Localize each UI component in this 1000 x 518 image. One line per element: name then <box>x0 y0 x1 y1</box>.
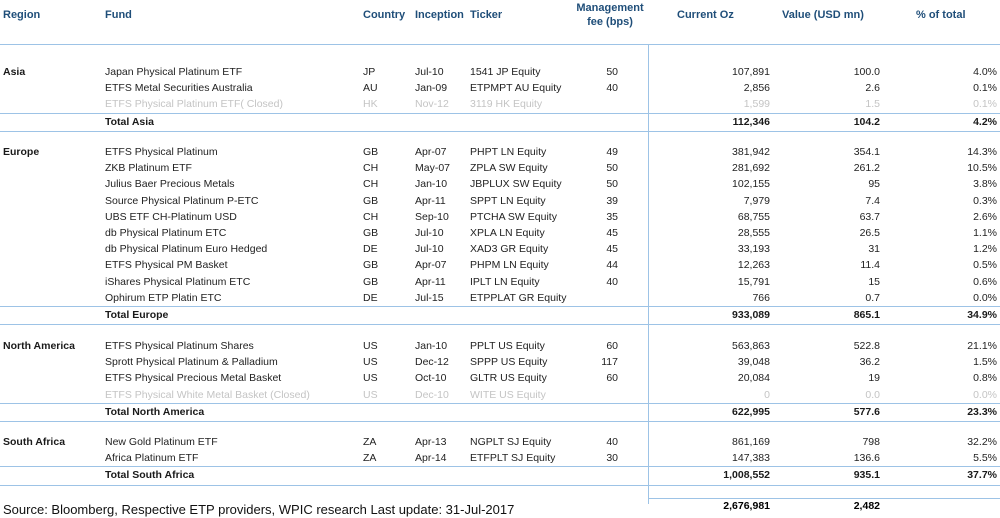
header-fund: Fund <box>105 9 132 21</box>
cell-country: ZA <box>363 436 377 448</box>
cell-pct: 0.8% <box>973 372 997 385</box>
cell-country: HK <box>363 98 378 111</box>
cell-inception: Jan-10 <box>415 178 448 191</box>
cell-ticker: NGPLT SJ Equity <box>470 436 552 448</box>
cell-oz: 563,863 <box>732 340 770 352</box>
total-label: Total Europe <box>105 309 169 321</box>
cell-fund: New Gold Platinum ETF <box>105 436 218 448</box>
cell-fee: 35 <box>606 210 618 223</box>
cell-pct: 1.5% <box>973 356 997 369</box>
cell-value: 522.8 <box>853 340 880 352</box>
cell-country: US <box>363 372 378 385</box>
cell-fee: 40 <box>606 436 618 448</box>
total-oz: 622,995 <box>732 405 770 418</box>
cell-value: 1.5 <box>865 98 880 111</box>
header-fee-line1: Management <box>576 2 644 14</box>
grand-total-value: 2,482 <box>853 500 880 512</box>
cell-fee: 50 <box>606 178 618 191</box>
cell-country: CH <box>363 178 379 191</box>
cell-fund: ETFS Physical PM Basket <box>105 259 228 272</box>
cell-fund: Julius Baer Precious Metals <box>105 178 235 191</box>
cell-pct: 0.1% <box>973 82 997 95</box>
cell-pct: 10.5% <box>967 162 997 175</box>
cell-country: DE <box>363 291 378 304</box>
cell-ticker: ZPLA SW Equity <box>470 162 548 175</box>
cell-inception: Apr-11 <box>415 194 446 207</box>
cell-pct: 21.1% <box>967 340 997 352</box>
cell-oz: 766 <box>752 291 770 304</box>
cell-pct: 4.0% <box>973 66 997 78</box>
cell-fee: 50 <box>606 162 618 175</box>
cell-pct: 0.5% <box>973 259 997 272</box>
cell-ticker: SPPT LN Equity <box>470 194 546 207</box>
fund-row <box>0 370 1000 386</box>
fund-row <box>0 450 1000 466</box>
fund-row <box>0 338 1000 354</box>
cell-inception: Apr-07 <box>415 259 447 272</box>
cell-value: 26.5 <box>859 227 880 239</box>
total-oz: 933,089 <box>732 309 770 321</box>
cell-value: 7.4 <box>865 194 880 207</box>
cell-fee: 117 <box>601 356 618 369</box>
cell-fund: Ophirum ETP Platin ETC <box>105 291 222 304</box>
cell-value: 36.2 <box>859 356 880 369</box>
cell-ticker: PHPT LN Equity <box>470 146 547 158</box>
cell-ticker: PTCHA SW Equity <box>470 210 557 223</box>
cell-pct: 0.3% <box>973 194 997 207</box>
cell-fund: ETFS Physical Platinum <box>105 146 218 158</box>
cell-fee: 60 <box>606 372 618 385</box>
region-label: South Africa <box>3 436 66 448</box>
cell-ticker: PHPM LN Equity <box>470 259 549 272</box>
fund-row <box>0 209 1000 225</box>
fund-row <box>0 193 1000 209</box>
cell-fund: ETFS Physical Platinum Shares <box>105 340 254 352</box>
region-label: Europe <box>3 146 40 158</box>
region-label: North America <box>3 340 75 352</box>
cell-oz: 20,084 <box>737 372 770 385</box>
cell-value: 100.0 <box>853 66 880 78</box>
total-row <box>0 466 1000 483</box>
cell-oz: 2,856 <box>743 82 770 95</box>
cell-ticker: WITE US Equity <box>470 388 546 401</box>
cell-fund: ZKB Platinum ETF <box>105 162 192 175</box>
cell-fund: Japan Physical Platinum ETF <box>105 66 243 78</box>
cell-country: US <box>363 356 378 369</box>
total-oz: 112,346 <box>732 115 770 128</box>
cell-fund: iShares Physical Platinum ETC <box>105 275 251 288</box>
cell-pct: 2.6% <box>973 210 997 223</box>
fund-row <box>0 96 1000 112</box>
total-oz: 1,008,552 <box>723 469 770 482</box>
fund-row <box>0 176 1000 192</box>
total-pct: 34.9% <box>967 309 997 321</box>
cell-value: 798 <box>862 436 880 448</box>
fund-row <box>0 225 1000 241</box>
cell-inception: Nov-12 <box>415 98 449 111</box>
cell-value: 354.1 <box>853 146 880 158</box>
cell-country: CH <box>363 162 379 175</box>
cell-fund: ETFS Metal Securities Australia <box>105 82 253 95</box>
cell-value: 0.0 <box>865 388 880 401</box>
cell-oz: 12,263 <box>737 259 770 272</box>
cell-fee: 44 <box>606 259 618 272</box>
header-inception: Inception <box>415 9 464 21</box>
total-label: Total Asia <box>105 115 155 128</box>
cell-oz: 15,791 <box>737 275 770 288</box>
total-value: 577.6 <box>853 405 880 418</box>
cell-country: US <box>363 388 378 401</box>
cell-pct: 1.1% <box>973 227 997 239</box>
cell-inception: Dec-12 <box>415 356 449 369</box>
cell-value: 2.6 <box>865 82 880 95</box>
total-label: Total North America <box>105 405 205 418</box>
cell-inception: Apr-14 <box>415 452 447 465</box>
cell-oz: 68,755 <box>737 210 770 223</box>
cell-country: GB <box>363 194 379 207</box>
cell-fee: 39 <box>606 194 618 207</box>
cell-ticker: ETFPLT SJ Equity <box>470 452 556 465</box>
cell-ticker: JBPLUX SW Equity <box>470 178 562 191</box>
cell-fee: 45 <box>606 227 618 239</box>
cell-inception: Apr-13 <box>415 436 447 448</box>
cell-fund: ETFS Physical Platinum ETF( Closed) <box>105 98 283 111</box>
fund-row <box>0 354 1000 370</box>
cell-pct: 0.6% <box>973 275 997 288</box>
cell-oz: 0 <box>764 388 770 401</box>
total-label: Total South Africa <box>105 469 195 482</box>
fund-row <box>0 80 1000 96</box>
cell-oz: 33,193 <box>737 243 770 256</box>
cell-fund: UBS ETF CH-Platinum USD <box>105 210 237 223</box>
cell-ticker: ETPMPT AU Equity <box>470 82 562 95</box>
cell-fee: 30 <box>606 452 618 465</box>
cell-country: GB <box>363 146 379 158</box>
cell-ticker: ETPPLAT GR Equity <box>470 291 567 304</box>
cell-ticker: 3119 HK Equity <box>470 98 543 111</box>
cell-inception: Apr-07 <box>415 146 447 158</box>
header-ticker: Ticker <box>470 9 503 21</box>
cell-ticker: GLTR US Equity <box>470 372 547 385</box>
fund-row <box>0 257 1000 273</box>
total-value: 104.2 <box>853 115 880 128</box>
fund-row <box>0 241 1000 257</box>
cell-country: US <box>363 340 378 352</box>
cell-inception: Jul-15 <box>415 291 444 304</box>
cell-fee: 60 <box>606 340 618 352</box>
grand-total-rule <box>648 498 1000 499</box>
cell-oz: 1,599 <box>743 98 770 111</box>
total-value: 865.1 <box>853 309 880 321</box>
cell-fee: 49 <box>606 146 618 158</box>
cell-pct: 5.5% <box>973 452 997 465</box>
cell-value: 136.6 <box>853 452 880 465</box>
total-row <box>0 113 1000 130</box>
cell-oz: 28,555 <box>737 227 770 239</box>
cell-value: 261.2 <box>853 162 880 175</box>
cell-fund: db Physical Platinum ETC <box>105 227 227 239</box>
header-rule <box>0 44 1000 45</box>
cell-pct: 1.2% <box>973 243 997 256</box>
cell-ticker: PPLT US Equity <box>470 340 545 352</box>
total-row <box>0 403 1000 420</box>
cell-oz: 147,383 <box>732 452 770 465</box>
cell-value: 15 <box>868 275 880 288</box>
cell-inception: May-07 <box>415 162 451 175</box>
cell-inception: Apr-11 <box>415 275 446 288</box>
header-region: Region <box>3 9 41 21</box>
cell-value: 0.7 <box>865 291 880 304</box>
cell-oz: 7,979 <box>743 194 770 207</box>
cell-inception: Dec-10 <box>415 388 449 401</box>
header-fee-line2: fee (bps) <box>587 16 633 28</box>
region-label: Asia <box>3 66 26 78</box>
cell-value: 11.4 <box>860 259 880 272</box>
cell-ticker: SPPP US Equity <box>470 356 548 369</box>
cell-country: CH <box>363 210 379 223</box>
cell-oz: 39,048 <box>737 356 770 369</box>
cell-fund: ETFS Physical White Metal Basket (Closed) <box>105 388 310 401</box>
cell-oz: 107,891 <box>732 66 770 78</box>
cell-fund: Sprott Physical Platinum & Palladium <box>105 356 278 369</box>
fund-row <box>0 290 1000 306</box>
cell-country: GB <box>363 259 379 272</box>
cell-pct: 14.3% <box>967 146 997 158</box>
cell-pct: 0.1% <box>973 98 997 111</box>
cell-ticker: 1541 JP Equity <box>470 66 541 78</box>
cell-fee: 50 <box>606 66 618 78</box>
cell-pct: 32.2% <box>967 436 997 448</box>
cell-oz: 102,155 <box>732 178 770 191</box>
cell-inception: Jul-10 <box>415 227 444 239</box>
source-footnote: Source: Bloomberg, Respective ETP providers, WPIC research Last update: 31-Jul-2017 <box>3 502 515 517</box>
total-pct: 4.2% <box>973 115 997 128</box>
cell-country: DE <box>363 243 378 256</box>
cell-value: 95 <box>868 178 880 191</box>
cell-fund: Source Physical Platinum P-ETC <box>105 194 259 207</box>
cell-ticker: IPLT LN Equity <box>470 275 540 288</box>
cell-fund: Africa Platinum ETF <box>105 452 199 465</box>
grand-total-oz: 2,676,981 <box>723 500 770 512</box>
cell-inception: Oct-10 <box>415 372 447 385</box>
total-row <box>0 306 1000 323</box>
cell-oz: 281,692 <box>732 162 770 175</box>
cell-inception: Jul-10 <box>415 66 444 78</box>
cell-fund: ETFS Physical Precious Metal Basket <box>105 372 282 385</box>
fund-row <box>0 64 1000 80</box>
cell-value: 63.7 <box>859 210 880 223</box>
cell-country: GB <box>363 227 379 239</box>
cell-inception: Sep-10 <box>415 210 449 223</box>
header-current-oz: Current Oz <box>677 9 734 21</box>
cell-fee: 40 <box>606 275 618 288</box>
cell-oz: 381,942 <box>732 146 770 158</box>
cell-value: 19 <box>868 372 880 385</box>
fund-row <box>0 274 1000 290</box>
cell-country: AU <box>363 82 378 95</box>
cell-inception: Jan-10 <box>415 340 448 352</box>
cell-ticker: XAD3 GR Equity <box>470 243 549 256</box>
total-pct: 37.7% <box>967 469 997 482</box>
header-value: Value (USD mn) <box>782 9 864 21</box>
header-country: Country <box>363 9 406 21</box>
fund-row <box>0 387 1000 403</box>
total-value: 935.1 <box>853 469 880 482</box>
cell-value: 31 <box>868 243 880 256</box>
cell-inception: Jul-10 <box>415 243 444 256</box>
cell-fee: 45 <box>606 243 618 256</box>
header-pct-total: % of total <box>916 9 966 21</box>
cell-inception: Jan-09 <box>415 82 448 95</box>
section-rule <box>0 421 1000 422</box>
fund-row <box>0 144 1000 160</box>
cell-pct: 3.8% <box>973 178 997 191</box>
section-rule <box>0 485 1000 486</box>
cell-ticker: XPLA LN Equity <box>470 227 545 239</box>
cell-country: JP <box>363 66 376 78</box>
cell-oz: 861,169 <box>732 436 770 448</box>
cell-pct: 0.0% <box>973 388 997 401</box>
cell-country: GB <box>363 275 379 288</box>
cell-fee: 40 <box>606 82 618 95</box>
cell-pct: 0.0% <box>973 291 997 304</box>
total-pct: 23.3% <box>967 405 997 418</box>
cell-country: ZA <box>363 452 377 465</box>
fund-row <box>0 434 1000 450</box>
section-rule <box>0 324 1000 325</box>
cell-fund: db Physical Platinum Euro Hedged <box>105 243 268 256</box>
fund-row <box>0 160 1000 176</box>
section-rule <box>0 131 1000 132</box>
